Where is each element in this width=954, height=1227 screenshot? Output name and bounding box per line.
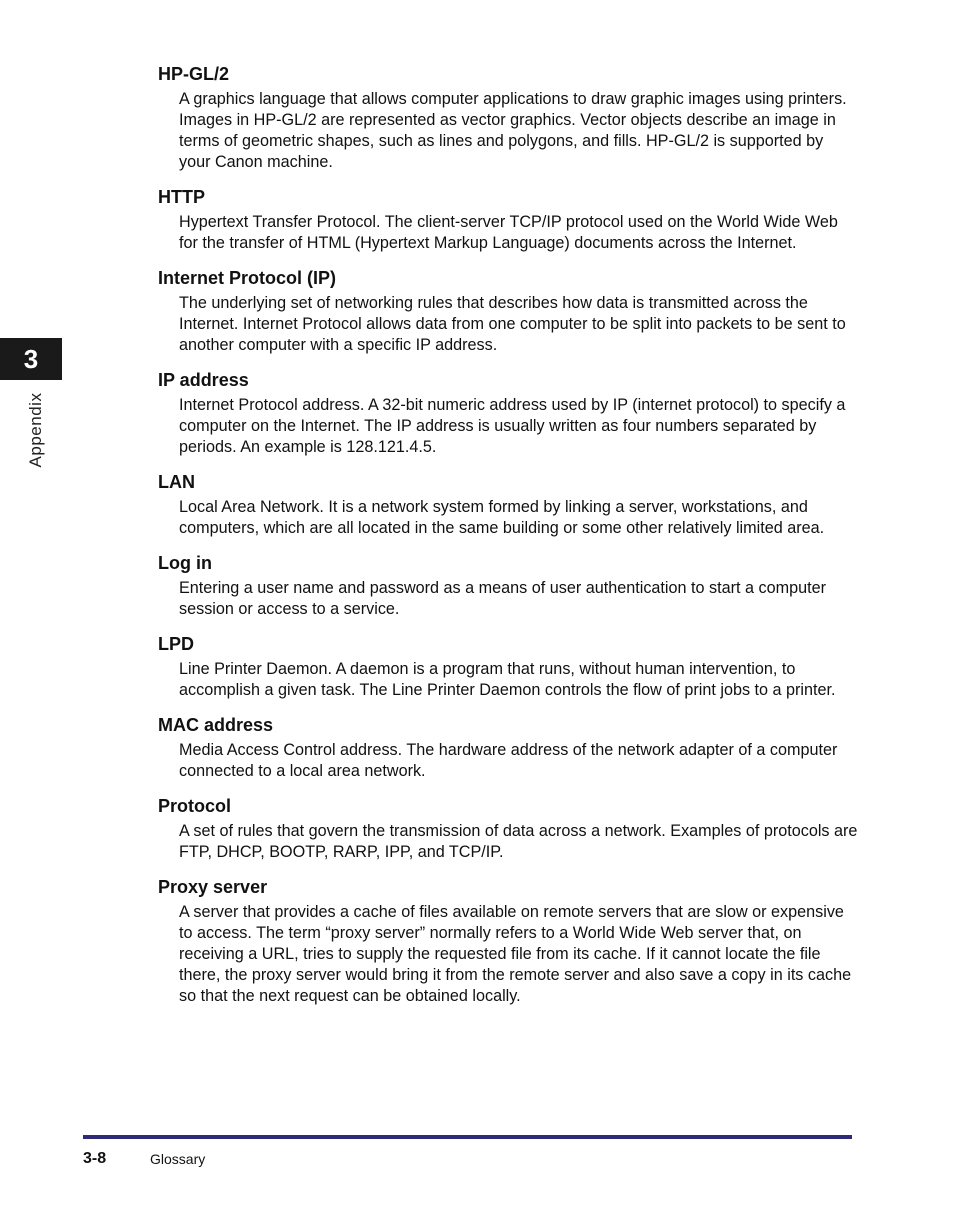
glossary-definition: A set of rules that govern the transmission of data across a network. Examples of protocols are FTP, DHCP, BOOTP, RARP, IPP, and TCP/IP. — [179, 822, 858, 861]
glossary-definition: Entering a user name and password as a means of user authentication to start a computer session or access to a service. — [179, 579, 826, 618]
glossary-definition: The underlying set of networking rules that describes how data is transmitted across the Internet. Internet Protocol allows data from one computer to be split into packets to be sent to another computer with a specific IP address. — [179, 294, 846, 354]
glossary-entry — [158, 794, 858, 863]
glossary-entry — [158, 266, 858, 356]
glossary-term: Internet Protocol (IP) — [158, 268, 337, 288]
chapter-number: 3 — [23, 343, 39, 374]
glossary-entry — [158, 632, 858, 701]
glossary-term: LAN — [158, 472, 195, 492]
glossary-entry — [158, 62, 858, 173]
footer-section-title: Glossary — [150, 1151, 206, 1167]
glossary-term: MAC address — [158, 715, 274, 735]
glossary-term: IP address — [158, 370, 249, 390]
glossary-definition: A server that provides a cache of files available on remote servers that are slow or expensive to access. The term “proxy server” normally refers to a World Wide Web server that, on receiving a URL, tries to supply the requested file from its cache. If it cannot locate the file there, the proxy server would bring it from the remote server and also save a copy in its cache so that the next request can be obtained locally. — [179, 903, 852, 1005]
glossary-content — [158, 62, 858, 1019]
glossary-definition: Hypertext Transfer Protocol. The client-server TCP/IP protocol used on the World Wide Web for the transfer of HTML (Hypertext Markup Language) documents across the Internet. — [179, 213, 838, 252]
glossary-term: Protocol — [158, 796, 232, 816]
glossary-entry — [158, 875, 858, 1007]
glossary-term: Log in — [158, 553, 212, 573]
glossary-entry — [158, 551, 858, 620]
page-number: 3-8 — [83, 1150, 107, 1167]
glossary-entry — [158, 185, 858, 254]
glossary-definition: Internet Protocol address. A 32-bit numeric address used by IP (internet protocol) to specify a computer on the Internet. The IP address is usually written as four numbers separated by periods. An example is 128.121.4.5. — [179, 396, 846, 456]
glossary-term: HTTP — [158, 187, 205, 207]
footer-rule — [83, 1135, 852, 1139]
glossary-definition: Media Access Control address. The hardware address of the network adapter of a computer connected to a local area network. — [179, 741, 838, 780]
glossary-term: HP-GL/2 — [158, 64, 230, 84]
glossary-definition: Local Area Network. It is a network system formed by linking a server, workstations, and computers, which are all located in the same building or some other relatively limited area. — [179, 498, 825, 537]
glossary-term: Proxy server — [158, 877, 268, 897]
chapter-side-label: Appendix — [26, 392, 45, 468]
chapter-tab — [0, 338, 62, 380]
glossary-entry — [158, 470, 858, 539]
glossary-entry — [158, 368, 858, 458]
glossary-definition: Line Printer Daemon. A daemon is a program that runs, without human intervention, to accomplish a given task. The Line Printer Daemon controls the flow of print jobs to a printer. — [179, 660, 836, 699]
glossary-term: LPD — [158, 634, 194, 654]
glossary-entry — [158, 713, 858, 782]
glossary-definition: A graphics language that allows computer applications to draw graphic images using printers. Images in HP-GL/2 are represented as vector graphics. Vector objects describe an image in terms of geometric shapes, such as lines and polygons, and fills. HP-GL/2 is supported by your Canon machine. — [179, 90, 847, 171]
